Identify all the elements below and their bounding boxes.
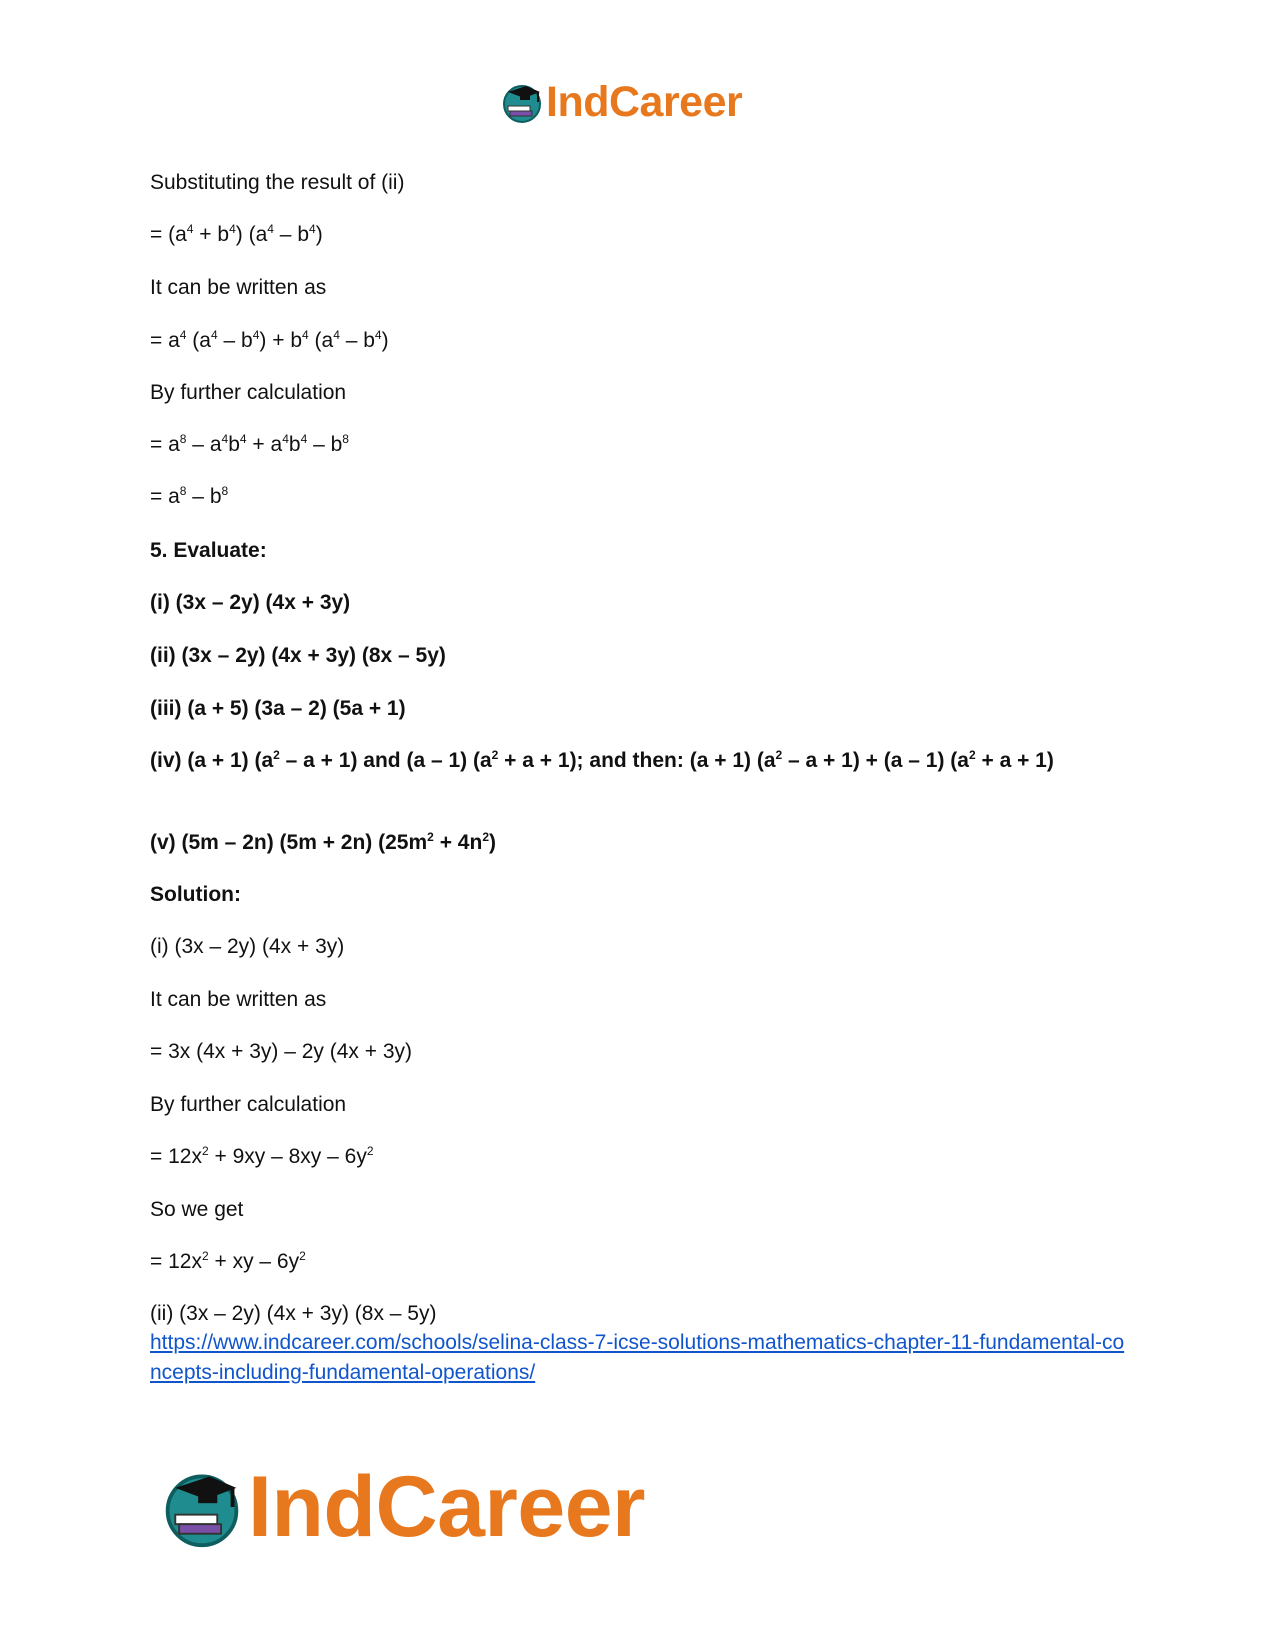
math-line: = $a^4$ $(a^4 - b^4) + b^4$ $(a^4 - b^4)$ (150, 328, 389, 352)
question-part: (iv) (a + 1) $(a^2 - a + 1)$ and (a – 1) $(a^2 + a + 1)$; and then: (a + 1) $(a^2 - a + 1) + (a - 1) (a^2 + a + 1)$ (150, 748, 1054, 772)
question-part: (v) (5m – 2n) (5m + 2n) $(25m^2 + 4n^2)$ (150, 830, 496, 854)
question-heading: 5. Evaluate: (150, 539, 267, 562)
question-part: (ii) (3x – 2y) (4x + 3y) (8x – 5y) (150, 644, 446, 667)
math-line: = $a^8 - a^4b^4 + a^4b^4 - b^8$ (150, 432, 349, 456)
math-line: = $12x^2 + 9xy - 8xy - 6y^2$ (150, 1144, 374, 1168)
solution-heading: Solution: (150, 883, 241, 906)
text-line: It can be written as (150, 988, 327, 1011)
header-logo (500, 78, 742, 126)
graduation-cap-globe-books-icon (160, 1465, 244, 1549)
text-line: By further calculation (150, 1093, 347, 1116)
text-line: (i) (3x – 2y) (4x + 3y) (150, 935, 345, 958)
source-link[interactable]: https://www.indcareer.com/schools/selina-class-7-icse-solutions-mathematics-chapter-11-fundamental-concepts-including-fundamental-operations/ (150, 1331, 1125, 1384)
text-line: Substituting the result of (ii) (150, 171, 405, 194)
footer-logo (160, 1459, 645, 1555)
question-part: (iii) (a + 5) (3a – 2) (5a + 1) (150, 697, 406, 720)
question-part: (i) (3x – 2y) (4x + 3y) (150, 591, 351, 614)
text-line: So we get (150, 1198, 244, 1221)
logo-wordmark: IndCareer (248, 1459, 645, 1555)
math-line: = $12x^2$ + xy – $6y^2$ (150, 1249, 306, 1273)
math-line: = $(a^4 + b^4)$ $(a^4 - b^4)$ (150, 222, 323, 246)
math-line: = 3x (4x + 3y) – 2y (4x + 3y) (150, 1040, 413, 1063)
text-line: (ii) (3x – 2y) (4x + 3y) (8x – 5y) (150, 1302, 437, 1325)
text-line: By further calculation (150, 381, 347, 404)
math-line: = $a^8 - b^8$ (150, 484, 229, 508)
graduation-cap-globe-books-icon (500, 80, 544, 124)
text-line: It can be written as (150, 276, 327, 299)
logo-wordmark: IndCareer (546, 77, 743, 126)
